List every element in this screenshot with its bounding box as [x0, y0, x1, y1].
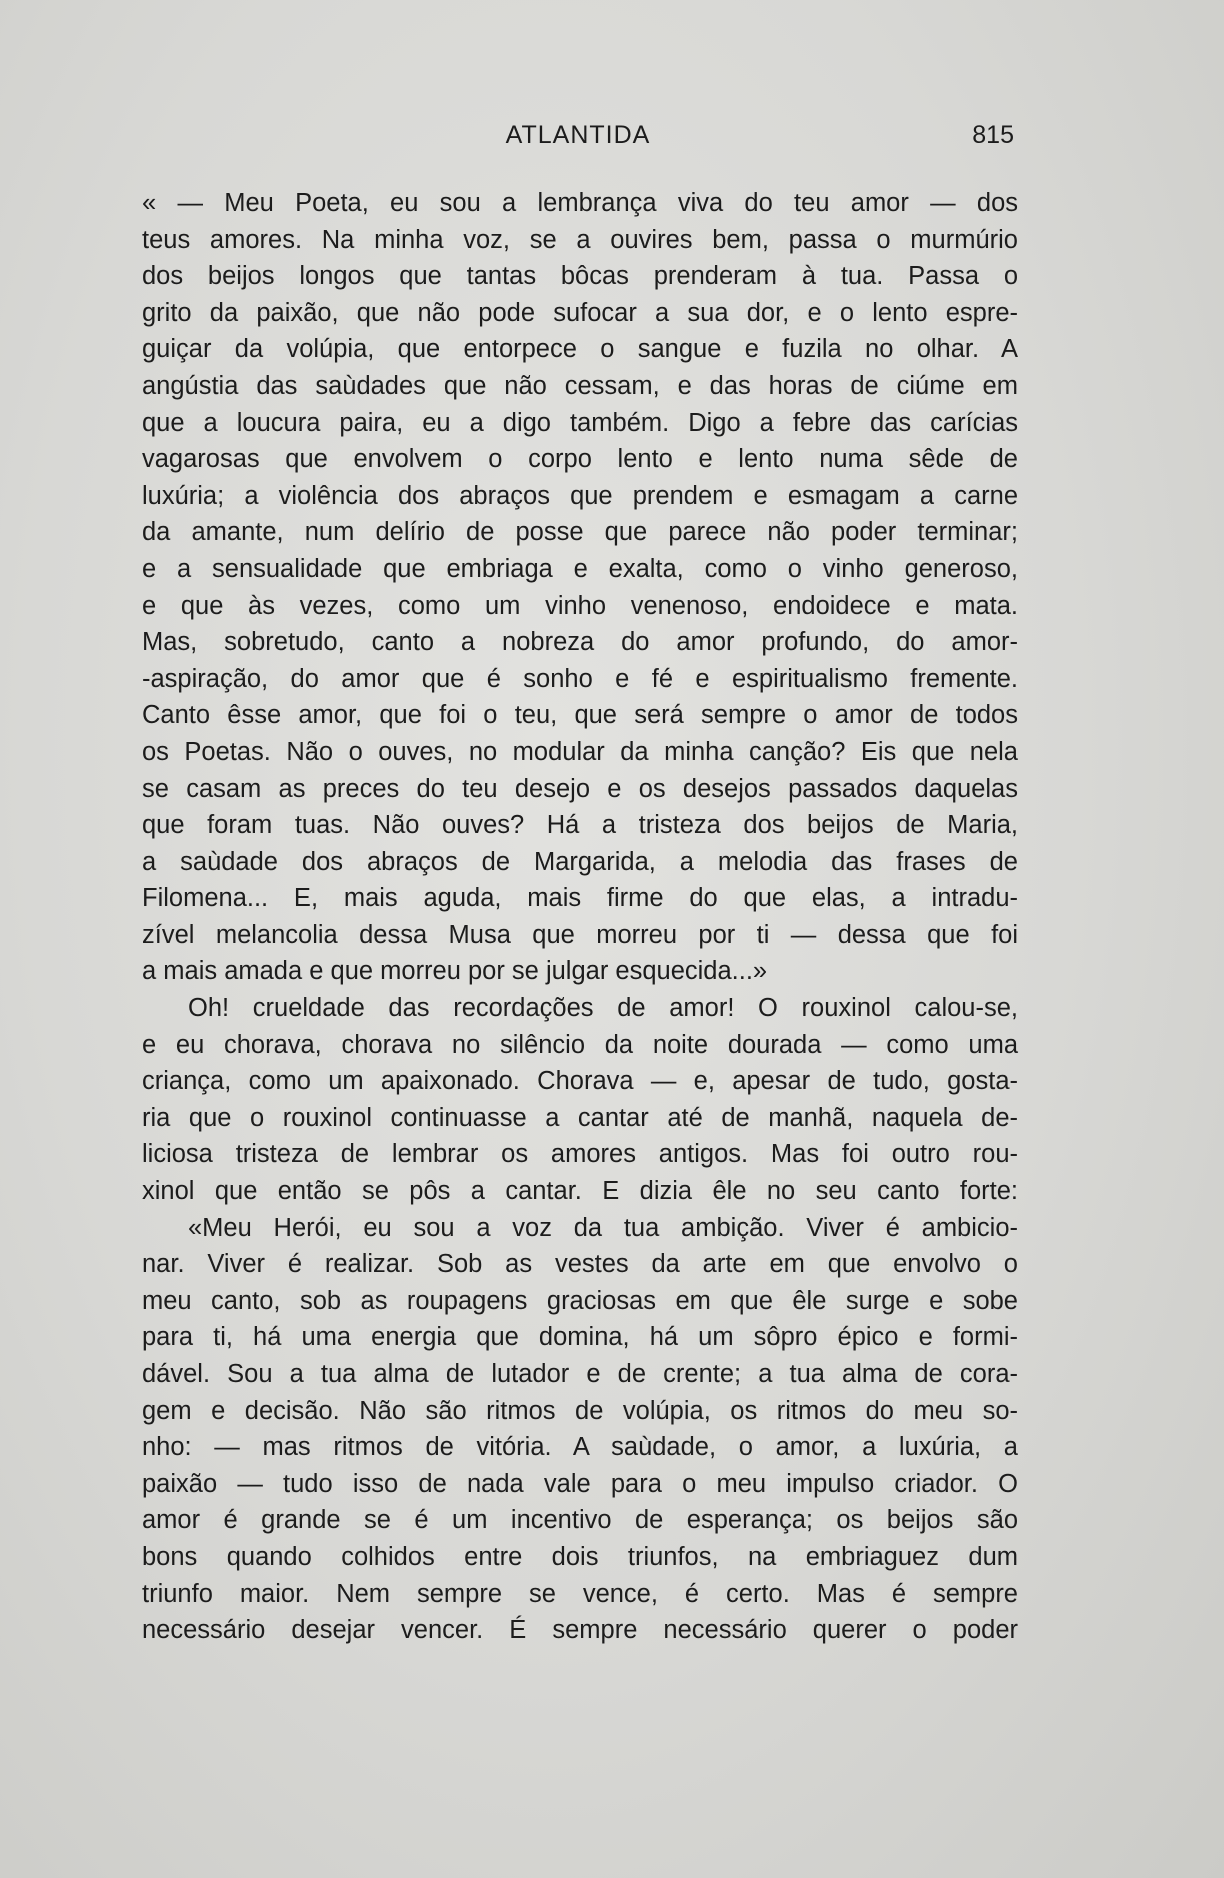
- text-line: nar. Viver é realizar. Sob as vestes da arte em que envolvo o: [142, 1250, 1018, 1279]
- text-line: liciosa tristeza de lembrar os amores antigos. Mas foi outro rou-: [142, 1140, 1018, 1169]
- text-line: para ti, há uma energia que domina, há um sôpro épico e formi-: [142, 1323, 1018, 1352]
- text-line: zível melancolia dessa Musa que morreu por ti — dessa que foi: [142, 920, 1018, 949]
- text-line: Filomena... E, mais aguda, mais firme do que elas, a intradu-: [142, 884, 1018, 913]
- page-header: [142, 118, 1014, 152]
- text-line: « — Meu Poeta, eu sou a lembrança viva do teu amor — dos: [142, 189, 1018, 217]
- text-line: se casam as preces do teu desejo e os desejos passados daquelas: [142, 774, 1018, 803]
- text-line: que foram tuas. Não ouves? Há a tristeza dos beijos de Maria,: [142, 811, 1018, 840]
- text-line: bons quando colhidos entre dois triunfos, na embriaguez dum: [142, 1542, 1018, 1571]
- text-line: e que às vezes, como um vinho venenoso, endoidece e mata.: [142, 591, 1018, 620]
- text-line: Mas, sobretudo, canto a nobreza do amor profundo, do amor-: [142, 628, 1018, 657]
- text-line: Canto êsse amor, que foi o teu, que será sempre o amor de todos: [142, 701, 1018, 730]
- text-line: gem e decisão. Não são ritmos de volúpia, os ritmos do meu so-: [142, 1396, 1018, 1425]
- text-line: os Poetas. Não o ouves, no modular da minha canção? Eis que nela: [142, 737, 1018, 766]
- text-line: angústia das saùdades que não cessam, e das horas de ciúme em: [142, 371, 1018, 400]
- body-text: [142, 185, 1018, 1649]
- text-line: necessário desejar vencer. É sempre necessário querer o poder: [142, 1616, 1018, 1645]
- text-line: ria que o rouxinol continuasse a cantar até de manhã, naquela de-: [142, 1103, 1018, 1132]
- text-line: vagarosas que envolvem o corpo lento e lento numa sêde de: [142, 445, 1018, 474]
- text-line: triunfo maior. Nem sempre se vence, é certo. Mas é sempre: [142, 1579, 1018, 1608]
- text-line: a saùdade dos abraços de Margarida, a melodia das frases de: [142, 847, 1018, 876]
- text-line: Oh! crueldade das recordações de amor! O rouxinol calou-se,: [188, 994, 1018, 1023]
- text-line: e a sensualidade que embriaga e exalta, como o vinho generoso,: [142, 554, 1018, 583]
- running-title: ATLANTIDA: [505, 121, 651, 149]
- text-line: dos beijos longos que tantas bôcas prenderam à tua. Passa o: [142, 262, 1018, 291]
- text-line: amor é grande se é um incentivo de esperança; os beijos são: [142, 1506, 1018, 1535]
- text-line: -aspiração, do amor que é sonho e fé e espiritualismo fremente.: [142, 664, 1018, 693]
- text-line: criança, como um apaixonado. Chorava — e, apesar de tudo, gosta-: [142, 1067, 1018, 1096]
- text-line: luxúria; a violência dos abraços que prendem e esmagam a carne: [142, 481, 1018, 510]
- text-line: e eu chorava, chorava no silêncio da noite dourada — como uma: [142, 1030, 1018, 1059]
- page-number: 815: [972, 121, 1014, 149]
- text-line: dável. Sou a tua alma de lutador e de crente; a tua alma de cora-: [142, 1360, 1018, 1388]
- text-line: guiçar da volúpia, que entorpece o sangue e fuzila no olhar. A: [142, 335, 1018, 364]
- text-line: meu canto, sob as roupagens graciosas em que êle surge e sobe: [142, 1286, 1018, 1315]
- text-line: paixão — tudo isso de nada vale para o meu impulso criador. O: [142, 1469, 1018, 1498]
- text-line: da amante, num delírio de posse que parece não poder terminar;: [142, 518, 1018, 547]
- text-line: xinol que então se pôs a cantar. E dizia êle no seu canto forte:: [142, 1177, 1018, 1206]
- text-line: nho: — mas ritmos de vitória. A saùdade, o amor, a luxúria, a: [142, 1433, 1018, 1462]
- text-line: que a loucura paira, eu a digo também. Digo a febre das carícias: [142, 408, 1018, 437]
- text-line: «Meu Herói, eu sou a voz da tua ambição. Viver é ambicio-: [188, 1213, 1018, 1242]
- text-line: grito da paixão, que não pode sufocar a sua dor, e o lento espre-: [142, 298, 1018, 327]
- text-line: teus amores. Na minha voz, se a ouvires bem, passa o murmúrio: [142, 225, 1018, 254]
- text-line: a mais amada e que morreu por se julgar esquecida...»: [142, 957, 768, 986]
